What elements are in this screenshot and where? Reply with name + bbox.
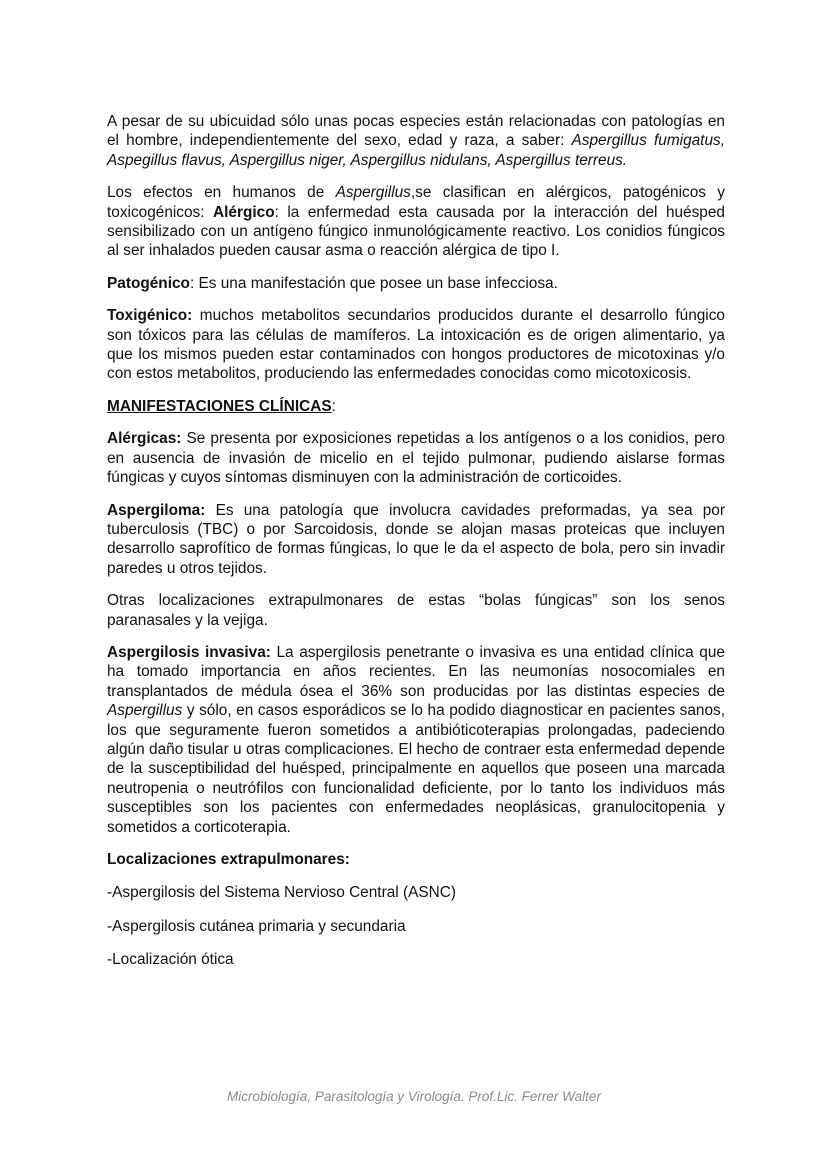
paragraph-text: Los efectos en humanos de <box>107 184 336 202</box>
paragraph-aspergiloma <box>107 501 725 579</box>
paragraph-text: A pesar de su ubicuidad sólo unas pocas especies están relacionadas con patologías en el hombre, independientemente del sexo, edad y raza, a saber: <box>107 113 725 150</box>
paragraph-text: muchos metabolitos secundarios producidos durante el desarrollo fúngico son tóxicos para las células de mamíferos. La intoxicación es de origen alimentario, ya que los mismos pueden estar contaminados con hongos productores de micotoxinas y/o con estos metabolitos, produciendo las enfermedades conocidas como micotoxicosis. <box>107 307 725 383</box>
paragraph-text: : Es una manifestación que posee un base infecciosa. <box>189 274 558 292</box>
list-item: -Localización ótica <box>107 951 234 969</box>
paragraph-toxigenico <box>107 306 725 384</box>
section-heading-manifestaciones <box>107 397 725 416</box>
term-toxigenico: Toxigénico: <box>107 307 193 325</box>
paragraph-text: Otras localizaciones extrapulmonares de estas “bolas fúngicas” son los senos paranasales y la vejiga. <box>107 592 725 629</box>
paragraph-text: Es una patología que involucra cavidades preformadas, ya sea por tuberculosis (TBC) o por Sarcoidosis, donde se alojan masas proteicas que incluyen desarrollo saprofítico de formas fúngicas, lo que le da el aspecto de bola, pero sin invadir paredes u otros tejidos. <box>107 501 725 577</box>
species-list: Aspergillus fumigatus, Aspegillus flavus, Aspergillus niger, Aspergillus nidulans, Aspergillus terreus. <box>107 132 725 169</box>
page-footer: Microbiología, Parasitología y Virología. Prof.Lic. Ferrer Walter <box>227 1089 601 1104</box>
paragraph-text: Se presenta por exposiciones repetidas a los antígenos o a los conidios, pero en ausencia de invasión de micelio en el tejido pulmonar, pudiendo aislarse formas fúngicas y cuyos síntomas disminuyen con la administración de corticoides. <box>107 430 725 487</box>
list-item: -Aspergilosis cutánea primaria y secundaria <box>107 917 406 935</box>
paragraph-text: : la enfermedad esta causada por la interacción del huésped sensibilizado con un antígeno fúngico inmunológicamente reactivo. Los conidios fúngicos al ser inhalados pueden causar asma o reacción alérgica de tipo I. <box>107 203 725 260</box>
paragraph-text: y sólo, en casos esporádicos se lo ha podido diagnosticar en pacientes sanos, los que seguramente fueron sometidos a antibióticoterapias prolongadas, padeciendo algún daño tisular u otras complicaciones. El hecho de contraer esta enfermedad depende de la susceptibilidad del huésped, principalmente en aquellos que poseen una marcada neutropenia o neutrófilos con funcionalidad deficiente, por lo tanto los individuos más susceptibles son los pacientes con enfermedades neoplásicas, granulocitopenia y sometidos a corticoterapia. <box>107 702 725 836</box>
paragraph-text: La aspergilosis penetrante o invasiva es una entidad clínica que ha tomado importancia en años recientes. En las neumonías nosocomiales en transplantados de médula ósea el 36% son producidas por las distintas especies de <box>107 643 725 700</box>
term-alergico: Alérgico <box>213 203 275 221</box>
term-aspergilosis-invasiva: Aspergilosis invasiva: <box>107 643 271 661</box>
heading-suffix: : <box>331 397 336 415</box>
paragraph-alergicas <box>107 429 725 487</box>
heading-title: Localizaciones extrapulmonares: <box>107 851 350 868</box>
paragraph-effects <box>107 183 725 261</box>
term-aspergiloma: Aspergiloma: <box>107 501 206 519</box>
term-patogenico: Patogénico <box>107 274 190 292</box>
paragraph-text: ,se clasifican en alérgicos, patogénicos y toxicogénicos: <box>107 184 725 221</box>
section-heading-localizaciones <box>107 850 725 869</box>
paragraph-patogenico <box>107 274 725 293</box>
document-page <box>107 112 725 984</box>
paragraph-otras-localizaciones <box>107 591 725 630</box>
paragraph-aspergilosis-invasiva <box>107 643 725 837</box>
list-item: -Aspergilosis del Sistema Nervioso Central (ASNC) <box>107 884 456 902</box>
genus-name: Aspergillus <box>335 184 411 202</box>
term-alergicas: Alérgicas: <box>107 430 182 448</box>
heading-title: MANIFESTACIONES CLÍNICAS <box>107 397 332 415</box>
paragraph-species <box>107 112 725 170</box>
genus-name: Aspergillus <box>107 702 183 720</box>
